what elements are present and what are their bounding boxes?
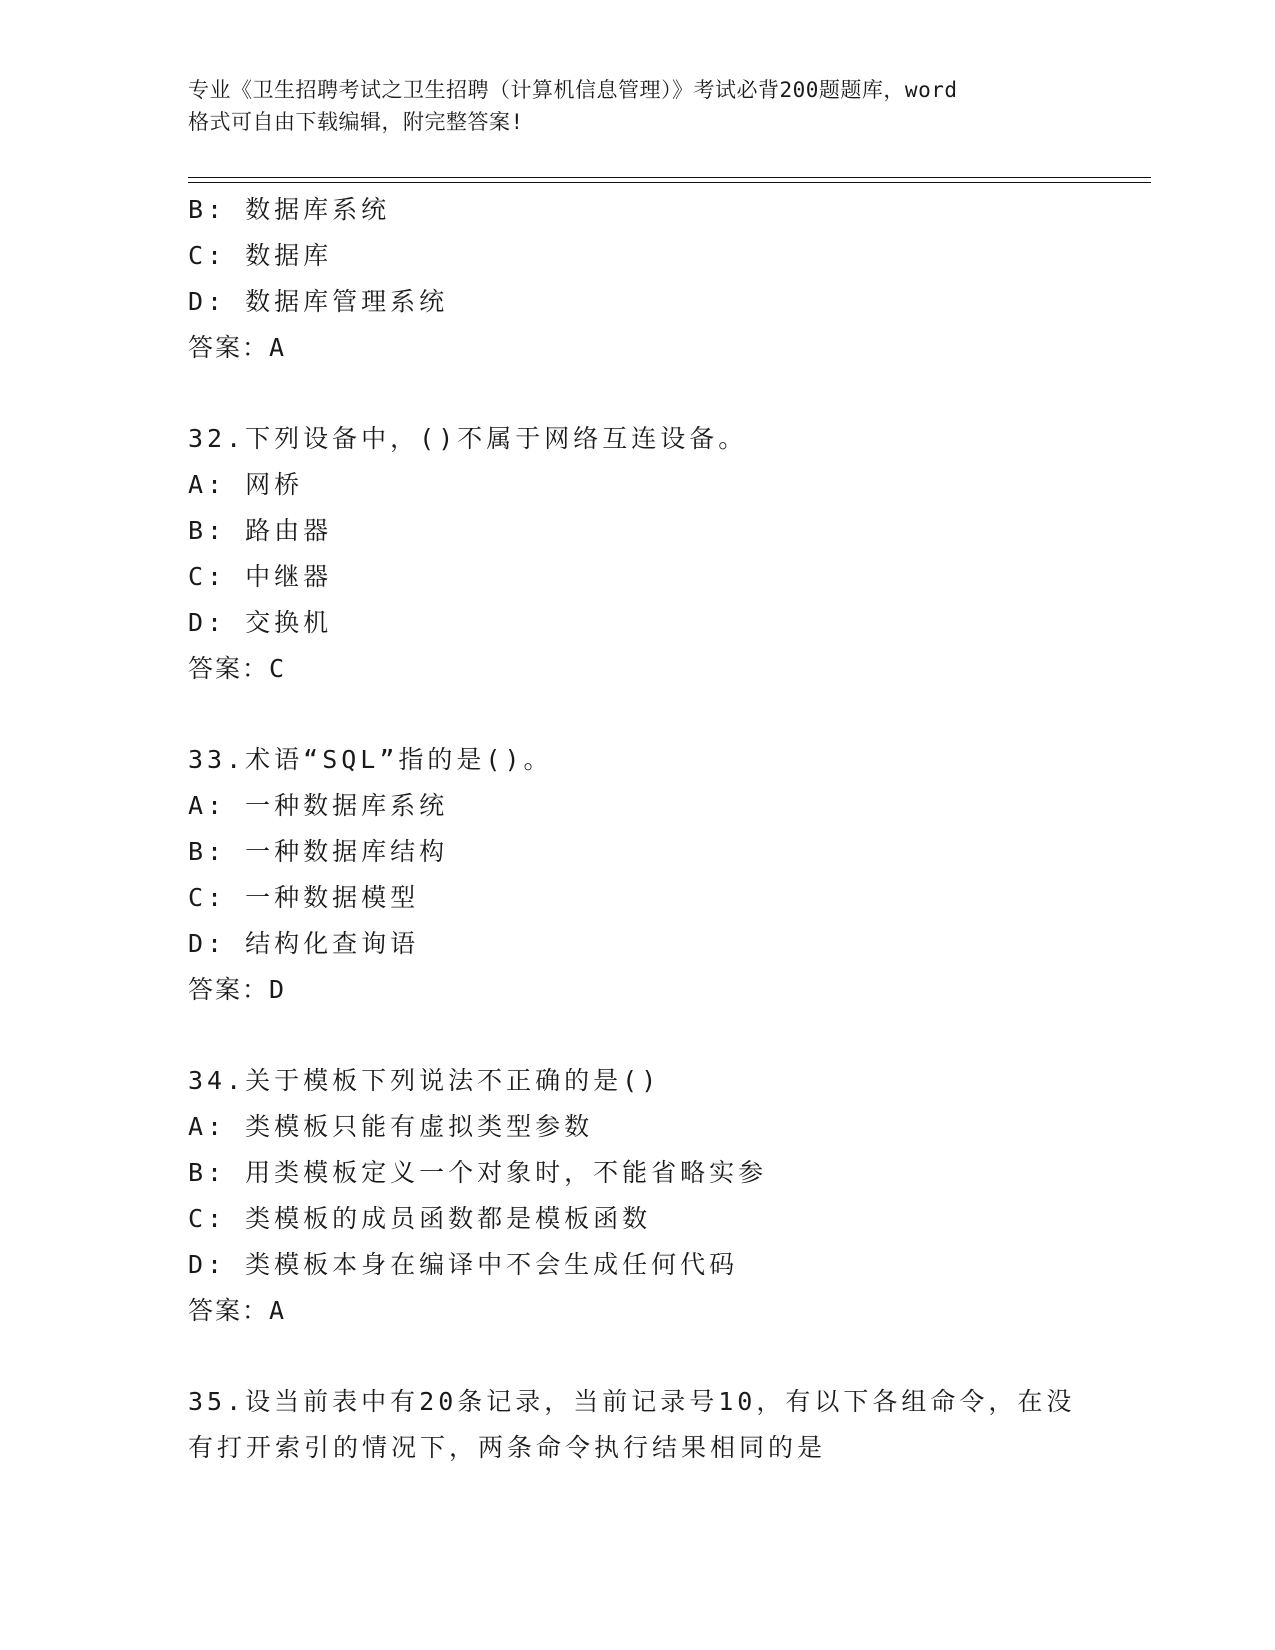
option-c: C: 类模板的成员函数都是模板函数	[188, 1204, 652, 1233]
header-rule-bottom	[188, 182, 1151, 183]
question-text-line-1: 35.设当前表中有20条记录，当前记录号10，有以下各组命令，在没	[188, 1387, 1076, 1416]
answer-label: 答案：	[188, 1296, 270, 1325]
option-a: A: 一种数据库系统	[188, 791, 449, 820]
option-b: B: 用类模板定义一个对象时，不能省略实参	[188, 1158, 768, 1187]
answer-value: A	[269, 333, 285, 362]
answer-line	[188, 646, 1088, 692]
option-c: C: 一种数据模型	[188, 883, 420, 912]
answer-line	[188, 967, 1088, 1013]
question-list	[188, 187, 1088, 1471]
header-line-2: 格式可自由下载编辑，附完整答案!	[188, 110, 524, 134]
question-35	[188, 1379, 1088, 1471]
option-a: A: 网桥	[188, 470, 304, 499]
question-33	[188, 737, 1088, 1013]
option-c: C: 中继器	[188, 562, 333, 591]
answer-label: 答案：	[188, 975, 270, 1004]
question-gap	[188, 1334, 1088, 1379]
option-d: D: 结构化查询语	[188, 929, 420, 958]
option-d: D: 类模板本身在编译中不会生成任何代码	[188, 1250, 739, 1279]
header-line-1: 专业《卫生招聘考试之卫生招聘（计算机信息管理）》考试必背200题题库，word	[188, 78, 958, 102]
answer-value: A	[269, 1296, 285, 1325]
question-gap	[188, 1013, 1088, 1058]
question-text: 33.术语“SQL”指的是()。	[188, 745, 553, 774]
option-d: D: 交换机	[188, 608, 333, 637]
question-31	[188, 187, 1088, 371]
option-b: B: 路由器	[188, 516, 333, 545]
answer-label: 答案：	[188, 654, 270, 683]
question-text: 34.关于模板下列说法不正确的是()	[188, 1066, 661, 1095]
answer-value: D	[269, 975, 285, 1004]
option-b: B: 一种数据库结构	[188, 837, 449, 866]
option-a: A: 类模板只能有虚拟类型参数	[188, 1112, 594, 1141]
answer-label: 答案：	[188, 333, 270, 362]
option-b: B: 数据库系统	[188, 195, 391, 224]
question-gap	[188, 371, 1088, 416]
header-rule-top	[188, 177, 1151, 178]
document-header	[188, 74, 1088, 138]
question-34	[188, 1058, 1088, 1334]
question-text-line-2: 有打开索引的情况下，两条命令执行结果相同的是	[188, 1433, 827, 1462]
question-32	[188, 416, 1088, 692]
answer-line	[188, 325, 1088, 371]
answer-value: C	[269, 654, 285, 683]
question-gap	[188, 692, 1088, 737]
answer-line	[188, 1288, 1088, 1334]
option-d: D: 数据库管理系统	[188, 287, 449, 316]
question-text: 32.下列设备中，()不属于网络互连设备。	[188, 424, 748, 453]
option-c: C: 数据库	[188, 241, 333, 270]
